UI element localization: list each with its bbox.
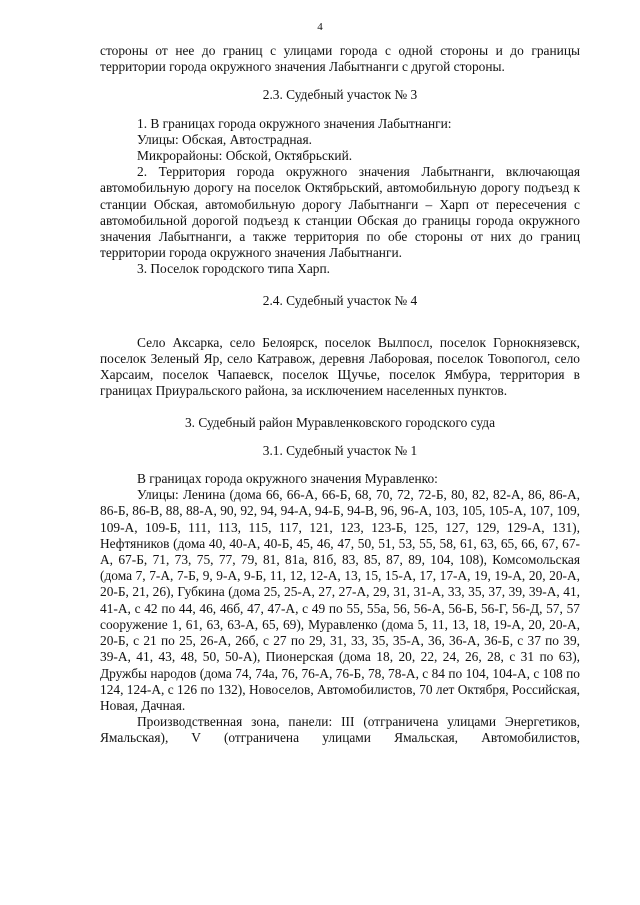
section-2-4-heading: 2.4. Судебный участок № 4 <box>262 292 418 308</box>
section-2-3-districts: Микрорайоны: Обской, Октябрьский. <box>137 148 353 164</box>
document-body <box>100 43 580 747</box>
section-3-1-intro: В границах города окружного значения Муравленко: <box>137 471 438 487</box>
section-3-heading: 3. Судебный район Муравленковского городского суда <box>184 414 496 430</box>
section-3-1-industrial-zone: Производственная зона, панели: III (отграничена улицами Энергетиков, Ямальская), V (отграничена улицами Ямальская, Автомобилистов, <box>100 714 580 746</box>
section-2-3-heading: 2.3. Судебный участок № 3 <box>262 87 418 103</box>
page-number: 4 <box>317 21 323 33</box>
section-2-3-item-2: 2. Территория города окружного значения Лабытнанги, включающая автомобильную дорогу на поселок Октябрьский, автомобильную дорогу подъезд к станции Обская, автомобильную дорогу Лабытнанги – Харп от пересечения с автомобильной дорогой подъезд к станции Обская до границы города окружного значения Лабытнанги, а также территория по обе стороны от них до границ территории города окружного значения Лабытнанги. <box>100 164 580 261</box>
section-2-3-streets: Улицы: Обская, Автострадная. <box>137 131 312 147</box>
section-2-3-item-3: 3. Поселок городского типа Харп. <box>137 261 331 277</box>
section-3-1-streets: Улицы: Ленина (дома 66, 66-А, 66-Б, 68, 70, 72, 72-Б, 80, 82, 82-А, 86, 86-А, 86-Б, 86-В, 88, 88-А, 90, 92, 94, 94-А, 94-Б, 94-В, 96, 96-А, 103, 105, 105-А, 107, 109, 109-А, 109-Б, 111, 113, 115, 117, 121, 123, 123-Б, 125, 127, 129, 129-А, 131), Нефтяников (дома 40, 40-А, 40-Б, 45, 46, 47, 50, 51, 53, 55, 58, 61, 63, 65, 66, 67, 67-А, 67-Б, 71, 73, 75, 77, 79, 81, 81а, 81б, 83, 85, 87, 89, 104, 108), Комсомольская (дома 7, 7-А, 7-Б, 9, 9-А, 9-Б, 11, 12, 12-А, 13, 15, 15-А, 17, 17-А, 19, 19-А, 20, 20-А, 20-Б, 21, 26), Губкина (дома 25, 25-А, 27, 27-А, 29, 31, 31-А, 33, 35, 37, 39, 39-А, 41, 41-А, с 42 по 44, 46, 46б, 47, 47-А, с 49 по 55, 55а, 56, 56-А, 56-Б, 56-Г, 56-Д, 57, 57 сооружение 1, 61, 63, 63-А, 65, 69), Муравленко (дома 5, 11, 13, 18, 19-А, 20, 20-А, 20-Б, с 21 по 25, 26-А, 26б, с 27 по 29, 31, 33, 35, 35-А, 36, 36-А, 36-Б, с 37 по 39, 39-А, 41, 43, 48, 50, 50-А), Пионерская (дома 18, 20, 22, 24, 26, 28, с 31 по 63), Дружбы народов (дома 74, 74а, 76, 76-А, 76-Б, 78, 78-А, с 84 по 104, 104-А, с 108 по 124, 124-А, с 126 по 132), Новоселов, Автомобилистов, 70 лет Октября, Российская, Новая, Дачная. <box>100 487 580 713</box>
section-2-3-item-1: 1. В границах города окружного значения Лабытнанги: <box>137 115 452 131</box>
intro-paragraph: стороны от нее до границ с улицами города с одной стороны и до границы территории города окружного значения Лабытнанги с другой стороны. <box>100 43 580 75</box>
section-3-1-heading: 3.1. Судебный участок № 1 <box>262 442 418 458</box>
section-2-4-paragraph: Село Аксарка, село Белоярск, поселок Вылпосл, поселок Горнокнязевск, поселок Зеленый Яр, село Катравож, деревня Лаборовая, поселок Товопогол, село Харсаим, поселок Чапаевск, поселок Щучье, поселок Ямбура, территория в границах Приуральского района, за исключением населенных пунктов. <box>100 334 580 399</box>
